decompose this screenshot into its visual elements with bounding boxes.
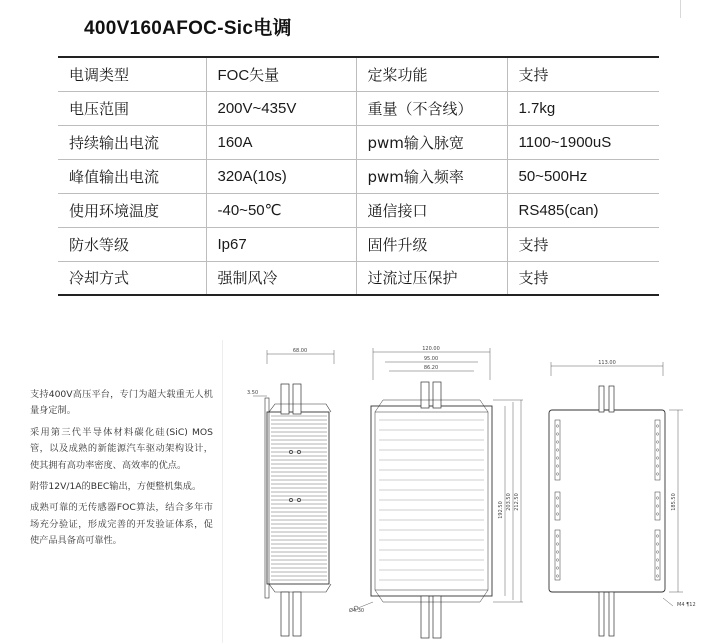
description-paragraph: 采用第三代半导体材料碳化硅(SiC) MOS管，以及成熟的新能源汽车驱动架构设计，使其拥有高功率密度、高效率的优点。 (30, 426, 213, 471)
spec-value: 支持 (507, 261, 659, 295)
screw-hole (556, 559, 558, 561)
screw-hole (556, 449, 558, 451)
mounting-slot (655, 530, 660, 580)
spec-table (58, 56, 659, 296)
spec-value: 160A (206, 125, 356, 159)
spec-value: 200V~435V (206, 91, 356, 125)
spec-value: 支持 (507, 227, 659, 261)
spec-label: 峰值输出电流 (58, 159, 206, 193)
spec-label: 重量（不含线） (356, 91, 507, 125)
spec-row (58, 125, 659, 159)
spec-value: 320A(10s) (206, 159, 356, 193)
spec-value: 1100~1900uS (507, 125, 659, 159)
screw-hole (556, 465, 558, 467)
screw-hole (556, 567, 558, 569)
side-view (253, 350, 334, 636)
dim-front-outer: 120.00 (422, 346, 440, 352)
screw-hole (656, 433, 658, 435)
mounting-slot (555, 530, 560, 580)
spec-value: 50~500Hz (507, 159, 659, 193)
spec-label: pwm输入频率 (356, 159, 507, 193)
screw-hole (656, 497, 658, 499)
dim-side-width: 68.00 (292, 348, 308, 354)
screw-hole (656, 535, 658, 537)
dim-back-height: 185.50 (671, 493, 677, 511)
screw-hole (556, 433, 558, 435)
screw-hole (656, 551, 658, 553)
screw-hole (556, 441, 558, 443)
screw-hole (556, 473, 558, 475)
dim-front-h3: 212.50 (514, 493, 520, 511)
spec-row (58, 159, 659, 193)
dim-hole-dia: Ø4.30 (349, 608, 365, 614)
screw-hole (556, 497, 558, 499)
spec-value: -40~50℃ (206, 193, 356, 227)
description-paragraph: 成熟可靠的无传感器FOC算法，结合多年市场充分验证，形成完善的开发验证体系，促使产品具备高可靠性。 (30, 502, 213, 547)
mounting-slot (655, 492, 660, 520)
screw-hole (556, 535, 558, 537)
screw-hole (656, 473, 658, 475)
page-title: 400V160AFOC-Sic电调 (84, 18, 292, 39)
spec-label: 防水等级 (58, 227, 206, 261)
spec-label: 定桨功能 (356, 57, 507, 91)
spec-label: 过流过压保护 (356, 261, 507, 295)
corner-mark (680, 0, 681, 18)
dim-front-mid: 95.00 (423, 356, 439, 362)
dim-front-h2: 203.50 (506, 493, 512, 511)
screw-hole (656, 559, 658, 561)
description-paragraph: 支持400V高压平台，专门为超大载重无人机量身定制。 (30, 389, 213, 417)
spec-label: 电压范围 (58, 91, 206, 125)
spec-value: 支持 (507, 57, 659, 91)
spec-value: Ip67 (206, 227, 356, 261)
screw-hole (656, 441, 658, 443)
mounting-slot (655, 420, 660, 480)
spec-value: FOC矢量 (206, 57, 356, 91)
back-view (549, 362, 683, 636)
screw-hole (656, 465, 658, 467)
spec-row (58, 261, 659, 295)
dim-front-inner: 86.20 (423, 365, 439, 371)
dim-front-h1: 192.50 (498, 501, 504, 519)
screw-hole (556, 457, 558, 459)
screw-hole (656, 575, 658, 577)
spec-row (58, 57, 659, 91)
spec-value: RS485(can) (507, 193, 659, 227)
screw-hole (656, 513, 658, 515)
spec-label: 冷却方式 (58, 261, 206, 295)
mounting-slot (555, 420, 560, 480)
dim-side-tab: 3.50 (247, 390, 259, 396)
spec-label: 使用环境温度 (58, 193, 206, 227)
spec-row (58, 193, 659, 227)
screw-hole (656, 505, 658, 507)
spec-label: 通信接口 (356, 193, 507, 227)
spec-value: 强制风冷 (206, 261, 356, 295)
spec-row (58, 227, 659, 261)
spec-value: 1.7kg (507, 91, 659, 125)
description-paragraph: 附带12V/1A的BEC输出，方便整机集成。 (30, 481, 202, 493)
screw-hole (556, 575, 558, 577)
technical-drawings (222, 340, 715, 643)
screw-hole (656, 425, 658, 427)
dim-screw: M4 ¶12 (677, 602, 696, 608)
screw-hole (656, 567, 658, 569)
front-view (354, 348, 523, 638)
screw-hole (556, 513, 558, 515)
screw-hole (656, 449, 658, 451)
screw-hole (656, 543, 658, 545)
mounting-slot (555, 492, 560, 520)
spec-label: 电调类型 (58, 57, 206, 91)
spec-label: pwm输入脉宽 (356, 125, 507, 159)
screw-hole (556, 543, 558, 545)
spec-label: 固件升级 (356, 227, 507, 261)
screw-hole (556, 551, 558, 553)
spec-label: 持续输出电流 (58, 125, 206, 159)
product-description (30, 387, 213, 555)
screw-hole (656, 457, 658, 459)
dim-back-width: 113.00 (598, 360, 616, 366)
drawing-canvas (223, 340, 715, 643)
spec-row (58, 91, 659, 125)
screw-hole (556, 505, 558, 507)
screw-hole (556, 425, 558, 427)
